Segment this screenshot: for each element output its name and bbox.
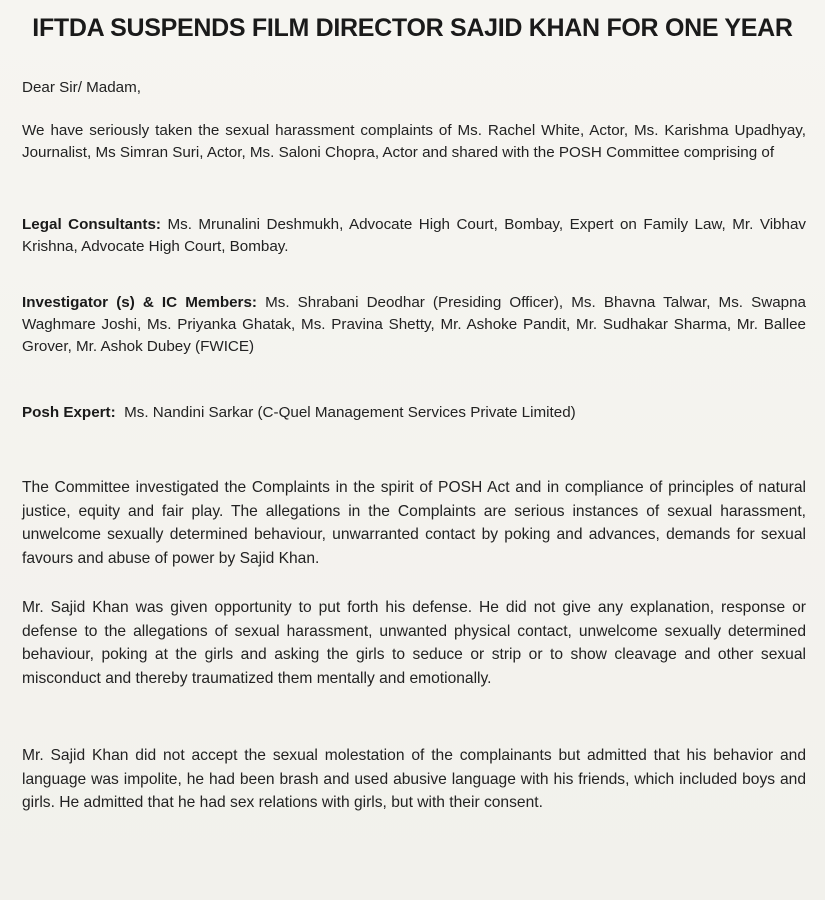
investigators-paragraph — [22, 292, 806, 358]
investigators-label: Investigator (s) & IC Members: — [22, 294, 257, 311]
posh-expert-paragraph — [22, 402, 806, 424]
legal-consultants-paragraph — [22, 214, 806, 258]
posh-expert-text: Ms. Nandini Sarkar (C-Quel Management Services Private Limited) — [115, 404, 576, 421]
defense-paragraph: Mr. Sajid Khan was given opportunity to put forth his defense. He did not give any explanation, response or defense to the allegations of sexual harassment, unwanted physical contact, unwelcome sexually determined behaviour, poking at the girls and asking the girls to seduce or strip or to show cleavage and other sexual misconduct and thereby traumatized them mentally and emotionally. — [22, 599, 806, 687]
legal-consultants-text: Ms. Mrunalini Deshmukh, Advocate High Court, Bombay, Expert on Family Law, Mr. Vibhav Krishna, Advocate High Court, Bombay. — [22, 216, 806, 255]
intro-paragraph: We have seriously taken the sexual harassment complaints of Ms. Rachel White, Actor, Ms. Karishma Upadhyay, Journalist, Ms Simran Suri, Actor, Ms. Saloni Chopra, Actor and shared with the POSH Committee comprising of — [22, 122, 806, 161]
legal-consultants-label: Legal Consultants: — [22, 216, 161, 233]
committee-paragraph: The Committee investigated the Complaints in the spirit of POSH Act and in compliance of principles of natural justice, equity and fair play. The allegations in the Complaints are serious instances of sexual harassment, unwelcome sexually determined behaviour, unwarranted contact by poking and advances, demands for sexual favours and abuse of power by Sajid Khan. — [22, 479, 806, 567]
document-title: IFTDA SUSPENDS FILM DIRECTOR SAJID KHAN FOR ONE YEAR — [32, 14, 793, 42]
investigators-text: Ms. Shrabani Deodhar (Presiding Officer), Ms. Bhavna Talwar, Ms. Swapna Waghmare Joshi, Ms. Priyanka Ghatak, Ms. Pravina Shetty, Mr. Ashoke Pandit, Mr. Sudhakar Sharma, Mr. Ballee Grover, Mr. Ashok Dubey (FWICE) — [22, 294, 806, 355]
posh-expert-label: Posh Expert: — [22, 404, 116, 421]
admission-paragraph: Mr. Sajid Khan did not accept the sexual molestation of the complainants but admitted that his behavior and language was impolite, he had been brash and used abusive language with his friends, which included boys and girls. He admitted that he had sex relations with girls, but with their consent. — [22, 747, 806, 811]
salutation: Dear Sir/ Madam, — [22, 79, 142, 96]
